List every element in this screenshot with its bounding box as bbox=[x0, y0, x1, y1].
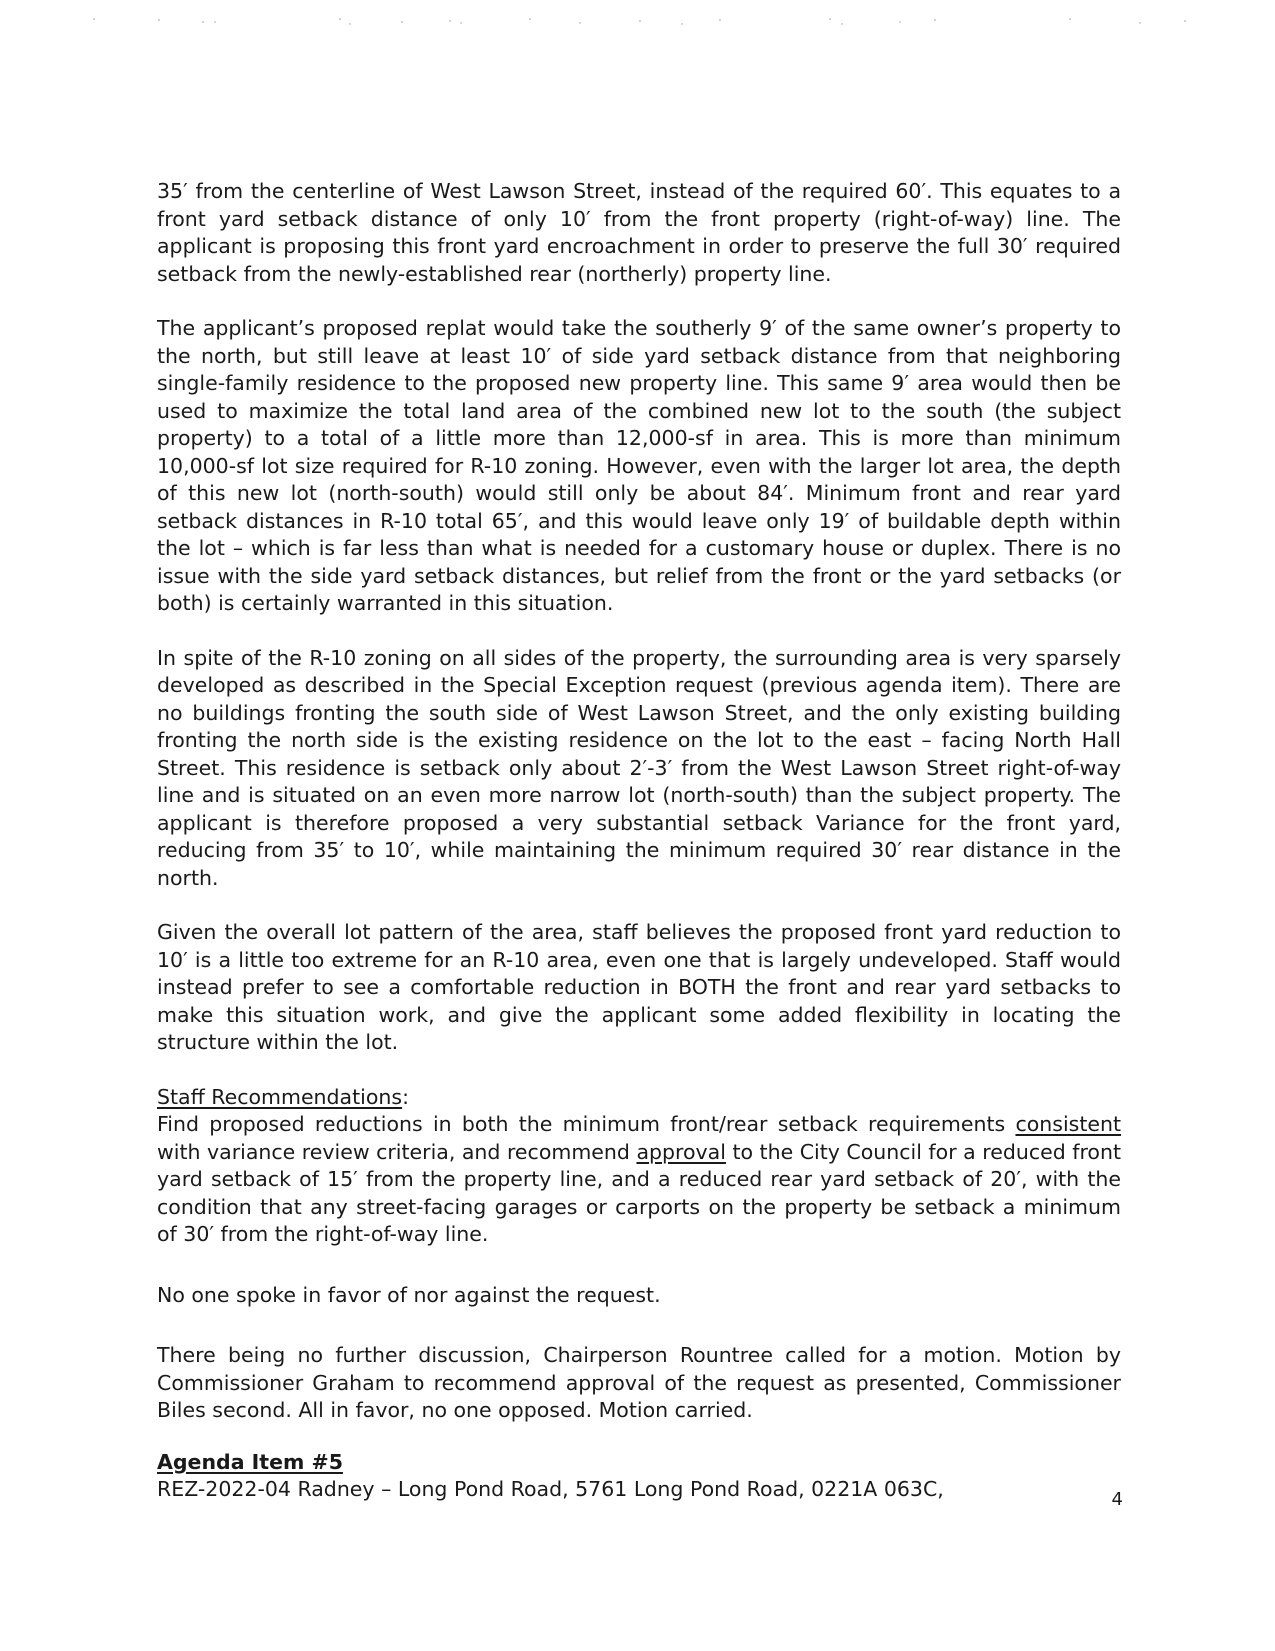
public-comment-paragraph: No one spoke in favor of nor against the request. bbox=[157, 1282, 661, 1307]
staff-recommendations-heading-text: Staff Recommendations bbox=[157, 1084, 403, 1109]
agenda-item-description: REZ-2022-04 Radney – Long Pond Road, 5761 Long Pond Road, 0221A 063C, bbox=[157, 1477, 944, 1501]
motion-paragraph: There being no further discussion, Chairperson Rountree called for a motion. Motion by Commissioner Graham to recommend approval of the request as presented, Commissioner Biles second. All in favor, no one opposed. Motion carried. bbox=[157, 1343, 1121, 1422]
staff-recommendations-heading bbox=[157, 1084, 1121, 1112]
agenda-item-section bbox=[157, 1449, 1121, 1504]
page-number: 4 bbox=[1111, 1489, 1123, 1510]
staff-recommendations-section bbox=[157, 1084, 1121, 1249]
scan-speckles bbox=[0, 0, 1275, 40]
paragraph-front-setback: 35′ from the centerline of West Lawson Street, instead of the required 60′. This equates to a front yard setback distance of only 10′ from the front property (right-of-way) line. The applicant is proposing this front yard encroachment in order to preserve the full 30′ required setback from the newly-established rear (northerly) property line. bbox=[157, 179, 1121, 286]
paragraph-staff-opinion: Given the overall lot pattern of the area, staff believes the proposed front yard reduction to 10′ is a little too extreme for an R-10 area, even one that is largely undeveloped. Staff would instead prefer to see a comfortable reduction in BOTH the front and rear yard setbacks to make this situation work, and give the applicant some added flexibility in locating the structure within the lot. bbox=[157, 920, 1121, 1054]
approval-word: approval bbox=[636, 1139, 726, 1164]
recommendation-part-2: with variance review criteria, and recommend bbox=[157, 1139, 637, 1164]
staff-recommendations-text bbox=[157, 1111, 1121, 1249]
document-body bbox=[157, 178, 1121, 1504]
agenda-item-title: Agenda Item #5 bbox=[157, 1449, 343, 1474]
paragraph-replat: The applicant’s proposed replat would take the southerly 9′ of the same owner’s property to the north, but still leave at least 10′ of side yard setback distance from that neighboring single-family residence to the proposed new property line. This same 9′ area would then be used to maximize the total land area of the combined new lot to the south (the subject property) to a total of a little more than 12,000-sf in area. This is more than minimum 10,000-sf lot size required for R-10 zoning. However, even with the larger lot area, the depth of this new lot (north-south) would still only be about 84′. Minimum front and rear yard setback distances in R-10 total 65′, and this would leave only 19′ of buildable depth within the lot – which is far less than what is needed for a customary house or duplex. There is no issue with the side yard setback distances, but relief from the front or the yard setbacks (or both) is certainly warranted in this situation. bbox=[157, 316, 1121, 615]
heading-colon: : bbox=[402, 1084, 409, 1109]
recommendation-part-3: to the City Council for a reduced front yard setback of 15′ from the property line, and a reduced rear yard setback of 20′, with the condition that any street-facing garages or carports on the property be setback a minimum of 30′ from the right-of-way line. bbox=[157, 1139, 1122, 1246]
consistent-word: consistent bbox=[1015, 1112, 1121, 1136]
recommendation-part-1: Find proposed reductions in both the minimum front/rear setback requirements bbox=[157, 1112, 1016, 1136]
paragraph-surrounding-area: In spite of the R-10 zoning on all sides of the property, the surrounding area is very sparsely developed as described in the Special Exception request (previous agenda item). There are no buildings fronting the south side of West Lawson Street, and the only existing building fronting the north side is the existing residence on the lot to the east – facing North Hall Street. This residence is setback only about 2′-3′ from the West Lawson Street right-of-way line and is situated on an even more narrow lot (north-south) than the subject property. The applicant is therefore proposed a very substantial setback Variance for the front yard, reducing from 35′ to 10′, while maintaining the minimum required 30′ rear distance in the north. bbox=[157, 645, 1121, 890]
